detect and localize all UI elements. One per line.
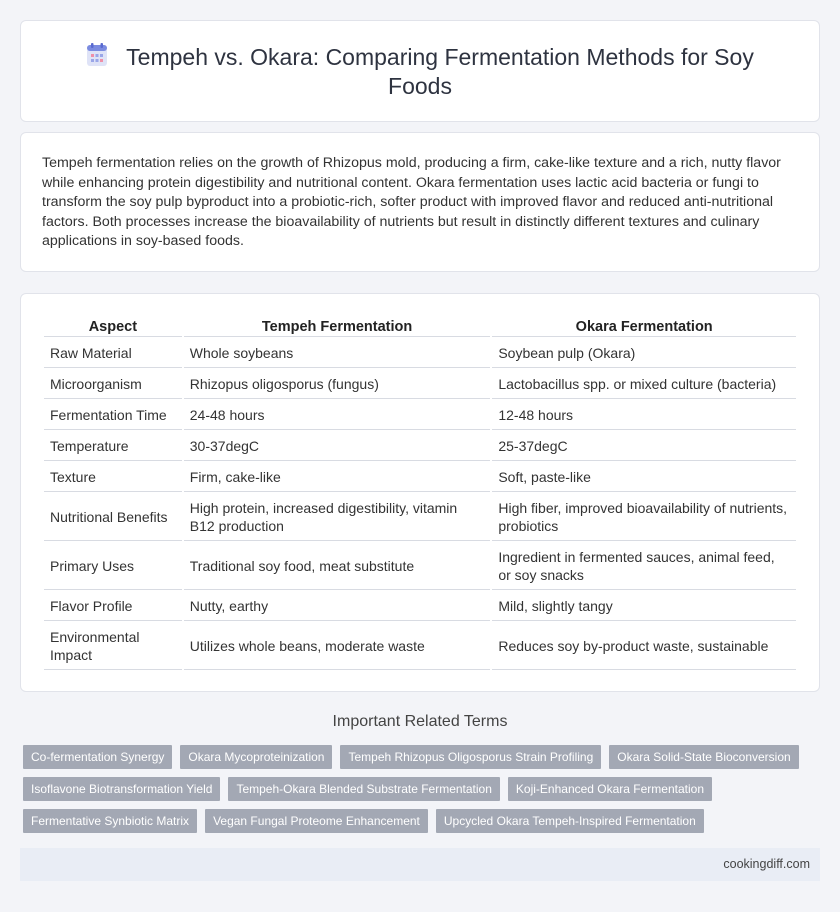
footer-site-link[interactable]: cookingdiff.com <box>723 857 810 871</box>
term-tag[interactable]: Koji-Enhanced Okara Fermentation <box>508 777 712 801</box>
header-tempeh: Tempeh Fermentation <box>184 317 491 337</box>
row-tempeh: High protein, increased digestibility, vitamin B12 production <box>184 494 491 541</box>
row-aspect: Environmental Impact <box>44 623 182 670</box>
comparison-table-card <box>20 293 820 692</box>
row-tempeh: Rhizopus oligosporus (fungus) <box>184 370 491 399</box>
row-okara: Mild, slightly tangy <box>492 592 796 621</box>
term-tag[interactable]: Isoflavone Biotransformation Yield <box>23 777 220 801</box>
row-tempeh: 30-37degC <box>184 432 491 461</box>
table-row <box>44 543 796 590</box>
table-header-row <box>44 317 796 337</box>
page-title-wrap <box>21 43 819 101</box>
row-aspect: Flavor Profile <box>44 592 182 621</box>
row-aspect: Microorganism <box>44 370 182 399</box>
row-okara: Soybean pulp (Okara) <box>492 339 796 368</box>
term-tag[interactable]: Tempeh Rhizopus Oligosporus Strain Profiling <box>340 745 601 769</box>
term-tag[interactable]: Co-fermentation Synergy <box>23 745 172 769</box>
document-icon <box>86 43 108 67</box>
header-card <box>20 20 820 122</box>
intro-paragraph: Tempeh fermentation relies on the growth of Rhizopus mold, producing a firm, cake-like texture and a rich, nutty flavor while enhancing protein digestibility and nutritional content. Okara fermentation uses lactic acid bacteria or fungi to transform the soy pulp byproduct into a probiotic-rich, softer product with improved flavor and reduced anti-nutritional factors. Both processes increase the bioavailability of nutrients but result in distinctly different textures and culinary applications in soy-based foods. <box>42 155 781 250</box>
table-row <box>44 463 796 492</box>
row-tempeh: Firm, cake-like <box>184 463 491 492</box>
comparison-table <box>42 315 798 672</box>
row-okara: Lactobacillus spp. or mixed culture (bacteria) <box>492 370 796 399</box>
term-tag[interactable]: Upcycled Okara Tempeh-Inspired Fermentation <box>436 809 704 833</box>
row-tempeh: Whole soybeans <box>184 339 491 368</box>
term-tag[interactable]: Fermentative Synbiotic Matrix <box>23 809 197 833</box>
row-tempeh: Traditional soy food, meat substitute <box>184 543 491 590</box>
related-terms-title: Important Related Terms <box>332 713 508 730</box>
row-aspect: Nutritional Benefits <box>44 494 182 541</box>
row-aspect: Fermentation Time <box>44 401 182 430</box>
table-row <box>44 592 796 621</box>
page-title: Tempeh vs. Okara: Comparing Fermentation Methods for Soy Foods <box>126 44 754 99</box>
row-aspect: Primary Uses <box>44 543 182 590</box>
table-row <box>44 494 796 541</box>
term-tag[interactable]: Okara Mycoproteinization <box>180 745 332 769</box>
table-row <box>44 339 796 368</box>
row-aspect: Temperature <box>44 432 182 461</box>
row-okara: 25-37degC <box>492 432 796 461</box>
row-aspect: Raw Material <box>44 339 182 368</box>
row-okara: Soft, paste-like <box>492 463 796 492</box>
term-tag[interactable]: Vegan Fungal Proteome Enhancement <box>205 809 428 833</box>
header-okara: Okara Fermentation <box>492 317 796 337</box>
row-okara: Ingredient in fermented sauces, animal feed, or soy snacks <box>492 543 796 590</box>
table-row <box>44 370 796 399</box>
footer <box>20 848 820 881</box>
table-row <box>44 623 796 670</box>
row-okara: High fiber, improved bioavailability of nutrients, probiotics <box>492 494 796 541</box>
row-aspect: Texture <box>44 463 182 492</box>
related-terms-list <box>23 745 819 833</box>
term-tag[interactable]: Okara Solid-State Bioconversion <box>609 745 798 769</box>
table-row <box>44 432 796 461</box>
row-tempeh: 24-48 hours <box>184 401 491 430</box>
row-tempeh: Utilizes whole beans, moderate waste <box>184 623 491 670</box>
table-row <box>44 401 796 430</box>
row-okara: 12-48 hours <box>492 401 796 430</box>
term-tag[interactable]: Tempeh-Okara Blended Substrate Fermentation <box>228 777 499 801</box>
row-okara: Reduces soy by-product waste, sustainable <box>492 623 796 670</box>
intro-card <box>20 132 820 272</box>
header-aspect: Aspect <box>44 317 182 337</box>
row-tempeh: Nutty, earthy <box>184 592 491 621</box>
